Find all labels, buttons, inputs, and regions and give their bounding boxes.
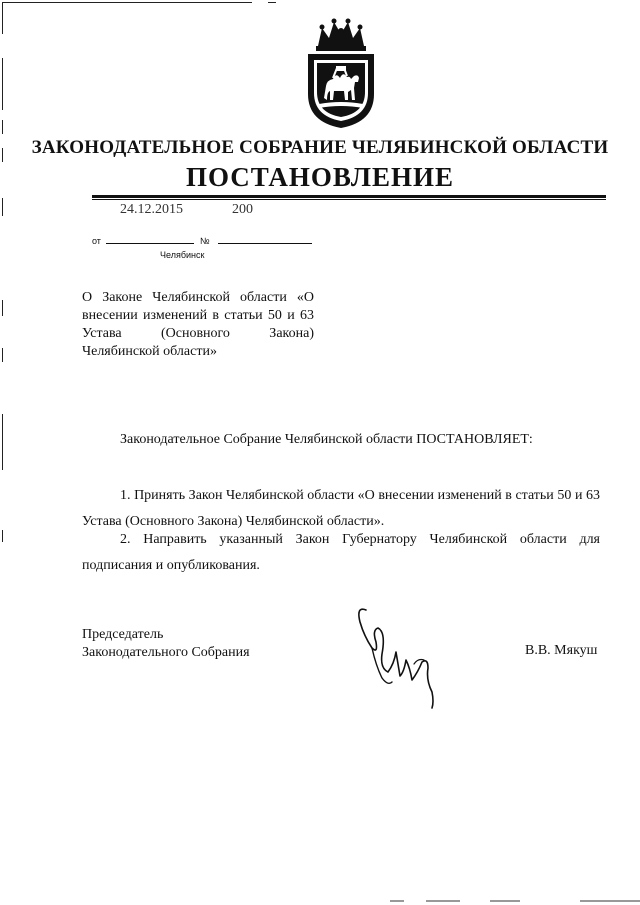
signatory-position-line: Законодательного Собрания	[82, 645, 250, 660]
signatory-name: В.В. Мякуш	[525, 643, 598, 658]
document-subject: О Законе Челябинской области «О внесении изменений в статьи 50 и 63 Устава (Основного Закона) Челябинской области»	[82, 290, 314, 359]
scan-edge-top	[2, 2, 252, 3]
resolution-item: 2. Направить указанный Закон Губернатору Челябинской области для подписания и опубликования.	[82, 532, 600, 573]
document-number: 200	[232, 202, 253, 217]
scan-edge-left	[2, 300, 3, 316]
date-underline	[106, 243, 194, 244]
chelyabinsk-coat-of-arms-icon	[300, 16, 382, 130]
resolution-intro: Законодательное Собрание Челябинской области ПОСТАНОВЛЯЕТ:	[120, 432, 533, 447]
number-underline	[218, 243, 312, 244]
scan-edge-left	[2, 198, 3, 216]
scan-edge-left	[2, 348, 3, 362]
city-label: Челябинск	[160, 250, 205, 260]
header-rule-thin	[92, 199, 606, 200]
number-label: №	[200, 236, 210, 246]
organization-title: ЗАКОНОДАТЕЛЬНОЕ СОБРАНИЕ ЧЕЛЯБИНСКОЙ ОБЛАСТИ	[31, 137, 609, 158]
document-date: 24.12.2015	[120, 202, 183, 217]
signatory-position	[82, 626, 250, 662]
date-label: от	[92, 236, 101, 246]
scan-edge-left	[2, 2, 3, 34]
document-type-heading: ПОСТАНОВЛЕНИЕ	[185, 162, 455, 192]
scan-edge-left	[2, 530, 3, 542]
scan-edge-top-mark	[268, 2, 276, 3]
resolution-item: 1. Принять Закон Челябинской области «О внесении изменений в статьи 50 и 63 Устава (Основного Закона) Челябинской области».	[82, 488, 600, 529]
handwritten-signature-icon	[352, 602, 452, 712]
signatory-position-line: Председатель	[82, 627, 164, 642]
header-rule-thick	[92, 195, 606, 198]
scan-edge-bottom	[390, 897, 640, 905]
scan-edge-left	[2, 414, 3, 470]
scan-edge-left	[2, 120, 3, 134]
scan-edge-left	[2, 58, 3, 110]
